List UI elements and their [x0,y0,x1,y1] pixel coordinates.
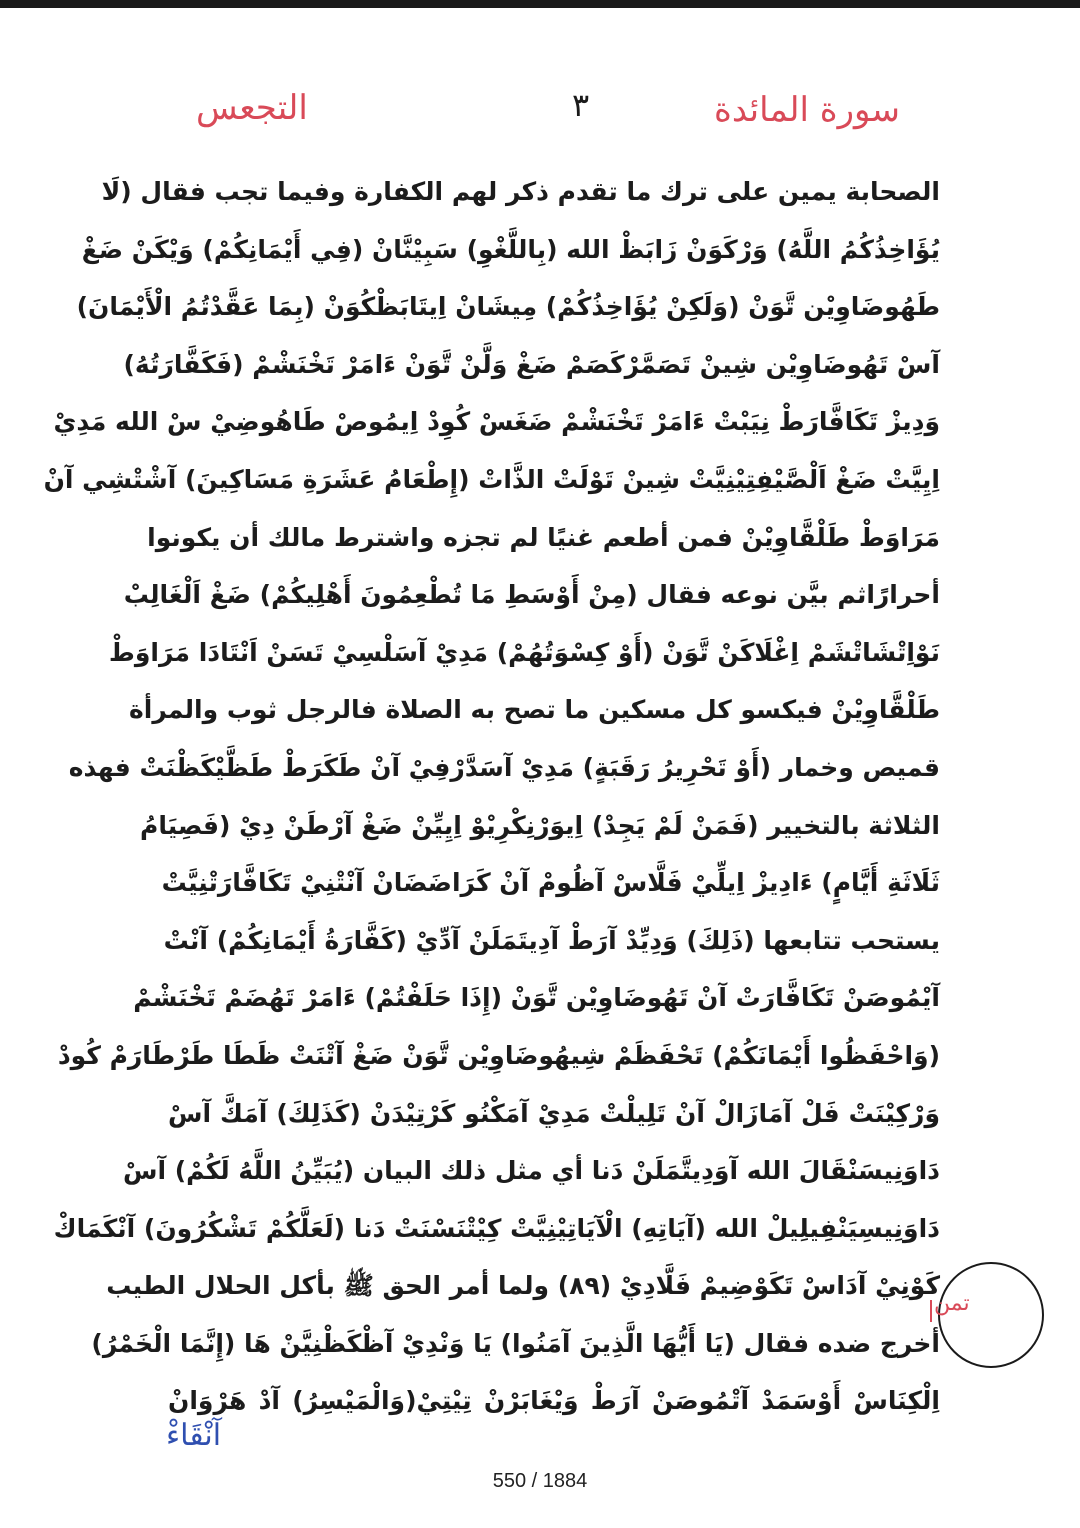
surah-title: سورة المائدة [714,90,901,130]
text-line: يستحب تتابعها (ذَلِكَ) وَدِيِّدْ آرَطْ آدِيتَمَلَنْ آدِّيْ (كَفَّارَةُ أَيْمَانِكُمْ) آنْتْ [163,925,940,955]
text-line: نَوْاِتْشَاتْشَمْ اِغْلَاكَنْ تَّوَنْ (أَوْ كِسْوَتُهُمْ) مَدِيْ آسَلْسِيْ تَسَنْ اَنْتَادَا مَرَاوَطْ [108,637,940,667]
text-line: اِلْكِنَاسْ أَوْسَمَدْ آتْمُوصَنْ آرَطْ وَيْغَابَرْنْ تِيْتِيْ(وَالْمَيْسِرُ) آدْ هَرْوَانْ [168,1386,940,1416]
text-line: طَلْقَّاوِيْنْ فيكسو كل مسكين ما تصح به الصلاة فالرجل ثوب والمرأة [129,695,940,725]
text-line: أحرارًاثم بيَّن نوعه فقال (مِنْ أَوْسَطِ مَا تُطْعِمُونَ أَهْلِيكُمْ) ضَغْ اَلْغَالِبْ [123,580,940,610]
text-line: وَدِيزْ تَكَافَّارَطْ نِيَبْتْ ءَامَرْ تَخْنَشْمْ ضَغَسْ كُوِدْ اِيمُوصْ طَاهُوضِيْ سْ الله مَدِيْ [53,407,940,437]
text-line: (وَاحْفَظُوا أَيْمَانَكُمْ) تَحْفَظَمْ شِيهُوضَاوِيْن تَّوَنْ ضَغْ آتْنَتْ ظَطَا طَرْطَارَمْ كُودْ [57,1040,940,1070]
body-text [43,163,940,1430]
text-line: مَرَاوَطْ طَلْقَّاوِيْنْ فمن أطعم غنيًا لم تجزه واشترط مالك أن يكونوا [147,522,940,552]
header-left-note: التجعس [196,88,308,128]
text-line: أخرج ضده فقال (يَا أَيُّهَا الَّذِينَ آمَنُوا) يَا وَنْدِيْ آظْكَظْنِيَّنْ هَا (إِنَّمَا الْخَمْرُ) [91,1328,940,1358]
text-line: الثلاثة بالتخيير (فَمَنْ لَمْ يَجِدْ) اِيوَرْنِكْرِيْوْ اِيِيِّنْ ضَغْ آرْطَنْ دِيْ (فَصِيَامُ [140,810,940,840]
text-line: دَاوَنِيسِيَنْفِيلِيلْ الله (آيَاتِهِ) الْآيَاتِيْنِيَّتْ كِيْتْنَسْنَتْ دَنا (لَعَلَّكُمْ تَشْكُرُونَ) آنْكَمَاكْ [53,1213,940,1243]
text-line: يُؤَاخِذُكُمُ اللَّهُ) وَرْكَوَنْ زَابَظْ الله (بِاللَّغْوِ) سَبِيْنَّانْ (فِي أَيْمَانِكُمْ) وَيْكَنْ ضَغْ [81,234,940,264]
text-line: آيْمُوصَنْ تَكَافَّارَتْ آنْ تَهُوضَاوِيْن تَّوَنْ (إِذَا حَلَفْتُمْ) ءَامَرْ تَهُضَمْ تَخْنَشْمْ [133,983,940,1013]
text-line: اِيِيَّتْ ضَغْ اَلْصَّيْفِتِيْنِيَّتْ شِينْ تَوْلَتْ الذَّاتْ (إِطْعَامُ عَشَرَةِ مَسَاكِينَ) آشْتْشِي آنْ [43,464,940,494]
page-counter: 550 / 1884 [492,1470,588,1492]
text-line: آسْ تَهُوضَاوِيْن شِينْ تَصَمَّرْكَصَمْ ضَغْ وَلَّنْ تَّوَنْ ءَامَرْ تَخْنَشْمْ (فَكَفَّارَتُهُ) [123,349,940,379]
text-line: دَاوَنِيسَنْقَالَ الله آوَدِيتَّمَلَنْ دَنا أي مثل ذلك البيان (يُبَيِّنُ اللَّهُ لَكُمْ) آسْ [122,1156,940,1186]
text-line: كَوْنِيْ آدَاسْ تَكَوْضِيمْ فَلَّادِيْ (٨٩) ولما أمر الحق ﷺ بأكل الحلال الطيب [106,1271,940,1301]
text-line: الصحابة يمين على ترك ما تقدم ذكر لهم الكفارة وفيما تجب فقال (لَا [101,177,940,206]
text-line: قميص وخمار (أَوْ تَحْرِيرُ رَقَبَةٍ) مَدِيْ آسَدَّرْفِيْ آنْ طَكَرَطْ طَظَّيْكَظْنَتْ فهذه [68,752,940,782]
scan-top-border [0,0,1080,8]
text-line: طَهُوضَاوِيْن تَّوَنْ (وَلَكِنْ يُؤَاخِذُكُمْ) مِيشَانْ اِيتَابَظْكُوَنْ (بِمَا عَقَّدْتُمُ الْأَيْمَانَ) [76,292,940,322]
page-number: ٣ [572,86,590,124]
margin-note: تمن [934,1291,970,1316]
catchword: آنْقَاءْ [166,1418,222,1453]
text-line: ثَلَاثَةِ أَيَّامٍ) ءَادِيزْ اِيلِّيْ فَلَّاسْ آظُومْ آنْ كَرَاضَضَانْ آنْتْنِيْ تَكَافَّارَتْنِيَّتْ [161,868,940,898]
text-line: وَرْكِيْنَتْ فَلْ آمَازَالْ آنْ تَلِيلْتْ مَدِيْ آمَكْنُو كَرْتِيْدَنْ (كَذَلِكَ) آمَكَّ آسْ [168,1098,940,1128]
